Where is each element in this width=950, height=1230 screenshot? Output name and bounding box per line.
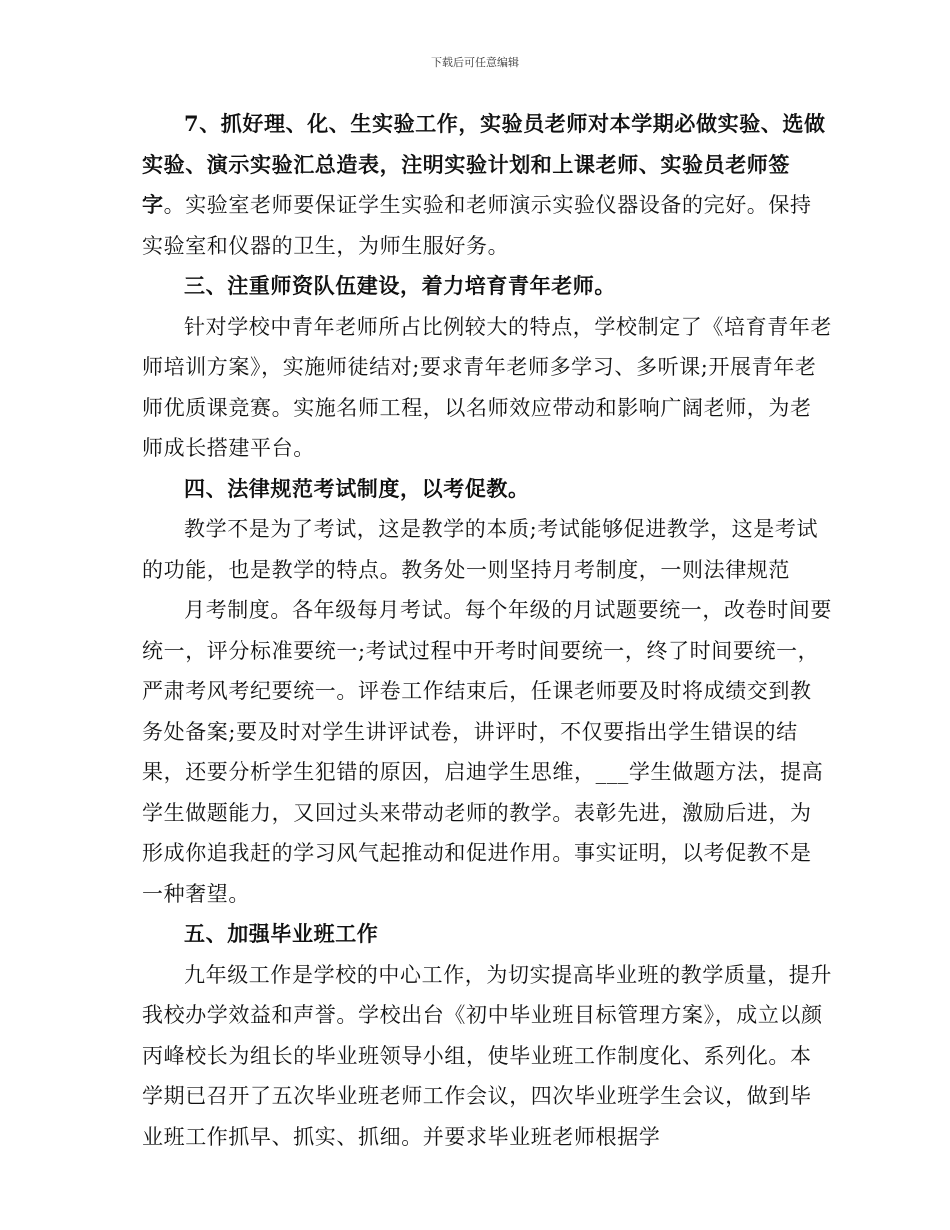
section-4-paragraph-b: 月考制度。各年级每月考试。每个年级的月试题要统一，改卷时间要统一，评分标准要统一;考试过程中开考时间要统一，终了时间要统一，严肃考风考纪要统一。评卷工作结束后，任课老师要及时将成绩交到教务处备案;要及时对学生讲评试卷，讲评时，不仅要指出学生错误的结果，还要分析学生犯错的原因，启迪学生思维，___学生做题方法，提高学生做题能力，又回过头来带动老师的教学。表彰先进，激励后进，为形成你追我赶的学习风气起推动和促进作用。事实证明，以考促教不是一种奢望。 <box>142 598 832 906</box>
item-7-text: 。实验室老师要保证学生实验和老师演示实验仪器设备的完好。保持实验室和仪器的卫生，为师生服好务。 <box>142 193 812 258</box>
section-heading-3: 三、注重师资队伍建设，着力培育青年老师。 <box>184 273 616 298</box>
section-heading-4: 四、法律规范考试制度，以考促教。 <box>184 475 530 501</box>
section-heading-5: 五、加强毕业班工作 <box>184 921 379 946</box>
item-7-bold-text: 7、抓好理、化、生实验工作，实验员老师对本学期必做实验、选做实验、演示实验汇总造表，注明实验计划和上课老师、实验员老师签字 <box>142 111 826 217</box>
section-3-paragraph: 针对学校中青年老师所占比例较大的特点，学校制定了《培育青年老师培训方案》，实施师徒结对;要求青年老师多学习、多听课;开展青年老师优质课竞赛。实施名师工程，以名师效应带动和影响广阔老师，为老师成长搭建平台。 <box>142 314 832 460</box>
section-5-paragraph: 九年级工作是学校的中心工作，为切实提高毕业班的教学质量，提升我校办学效益和声誉。学校出台《初中毕业班目标管理方案》，成立以颜丙峰校长为组长的毕业班领导小组，使毕业班工作制度化、系列化。本学期已召开了五次毕业班老师工作会议，四次毕业班学生会议，做到毕业班工作抓早、抓实、抓细。并要求毕业班老师根据学 <box>142 962 832 1149</box>
paragraph-item-7 <box>142 104 832 266</box>
section-4-paragraph-a: 教学不是为了考试，这是教学的本质;考试能够促进教学，这是考试的功能，也是教学的特点。教务处一则坚持月考制度，一则法律规范 <box>142 517 819 582</box>
header-note: 下载后可任意编辑 <box>431 56 519 69</box>
document-body <box>142 104 832 1157</box>
